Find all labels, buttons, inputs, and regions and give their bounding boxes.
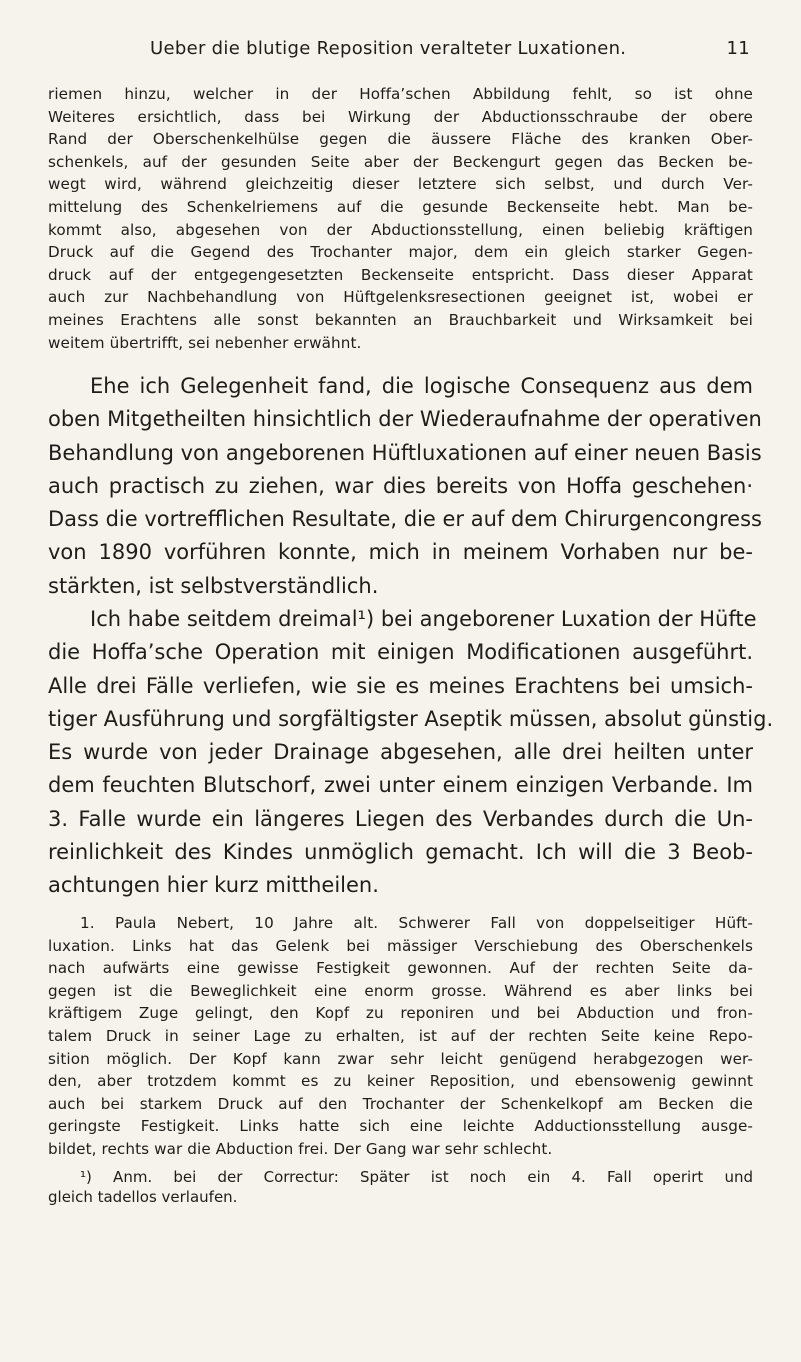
text-line: talem Druck in seiner Lage zu erhalten, ist auf der rechten Seite keine Repo- (48, 1026, 753, 1045)
text-line: Ehe ich Gelegenheit fand, die logische Consequenz aus dem (90, 374, 753, 398)
text-line: Alle drei Fälle verliefen, wie sie es meines Erachtens bei umsich- (48, 673, 753, 698)
paragraph-hoffa-precedence (48, 370, 762, 603)
text-line: druck auf der entgegengesetzten Beckenseite entspricht. Dass dieser Apparat (48, 265, 753, 284)
text-line: auch practisch zu ziehen, war dies bereits von Hoffa geschehen· (48, 473, 753, 498)
text-line: Es wurde von jeder Drainage abgesehen, alle drei heilten unter (48, 740, 753, 765)
footnote-line: gleich tadellos verlaufen. (48, 1188, 238, 1206)
text-line: den, aber trotzdem kommt es zu keiner Reposition, und ebensowenig gewinnt (48, 1072, 753, 1091)
case-report-1 (48, 912, 753, 1161)
text-line: von 1890 vorführen konnte, mich in meinem Vorhaben nur be- (48, 540, 753, 565)
text-line: Rand der Oberschenkelhülse gegen die äussere Fläche des kranken Ober- (48, 130, 753, 149)
text-line: 3. Falle wurde ein längeres Liegen des Verbandes durch die Un- (48, 806, 753, 831)
text-line: bildet, rechts war die Abduction frei. Der Gang war sehr schlecht. (48, 1139, 553, 1158)
text-line: gegen ist die Beweglichkeit eine enorm grosse. Während es aber links bei (48, 981, 753, 1000)
text-line: Behandlung von angeborenen Hüftluxationen auf einer neuen Basis (48, 440, 762, 465)
text-line: Ich habe seitdem dreimal¹) bei angeborener Luxation der Hüfte (90, 607, 757, 631)
text-line: die Hoffa’sche Operation mit einigen Modificationen ausgeführt. (48, 640, 753, 665)
footnote (48, 1167, 753, 1207)
paragraph-own-operations (48, 603, 774, 903)
text-line: Dass die vortrefflichen Resultate, die er auf dem Chirurgencongress (48, 507, 762, 532)
text-line: meines Erachtens alle sonst bekannten an Brauchbarkeit und Wirksamkeit bei (48, 310, 753, 329)
text-line: schenkels, auf der gesunden Seite aber der Beckengurt gegen das Becken be- (48, 152, 753, 171)
text-line: reinlichkeit des Kindes unmöglich gemacht. Ich will die 3 Beob- (48, 840, 753, 865)
text-line: stärkten, ist selbstverständlich. (48, 573, 379, 598)
text-line: geringste Festigkeit. Links hatte sich eine leichte Adductionsstellung ausge- (48, 1117, 753, 1136)
text-line: 1. Paula Nebert, 10 Jahre alt. Schwerer Fall von doppelseitiger Hüft- (80, 914, 753, 932)
text-line: achtungen hier kurz mittheilen. (48, 873, 379, 898)
text-line: luxation. Links hat das Gelenk bei mässiger Verschiebung des Oberschenkels (48, 936, 753, 955)
text-line: weitem übertrifft, sei nebenher erwähnt. (48, 333, 362, 352)
text-line: mittelung des Schenkelriemens auf die gesunde Beckenseite hebt. Man be- (48, 197, 753, 216)
text-line: oben Mitgetheilten hinsichtlich der Wiederaufnahme der operativen (48, 407, 762, 432)
text-line: riemen hinzu, welcher in der Hoffa’schen Abbildung fehlt, so ist ohne (48, 85, 753, 103)
text-line: dem feuchten Blutschorf, zwei unter einem einzigen Verbande. Im (48, 773, 753, 798)
text-line: Weiteres ersichtlich, dass bei Wirkung der Abductionsschraube der obere (48, 107, 753, 126)
running-head-title: Ueber die blutige Reposition veralteter Luxationen. (150, 38, 627, 59)
text-line: wegt wird, während gleichzeitig dieser letztere sich selbst, und durch Ver- (48, 175, 753, 194)
text-line: nach aufwärts eine gewisse Festigkeit gewonnen. Auf der rechten Seite da- (48, 959, 753, 978)
page-number: 11 (726, 38, 750, 59)
paragraph-apparatus (48, 83, 753, 354)
footnote-line: ¹) Anm. bei der Correctur: Später ist noch ein 4. Fall operirt und (80, 1168, 753, 1186)
text-line: kommt also, abgesehen von der Abductionsstellung, einen beliebig kräftigen (48, 220, 753, 239)
text-line: auch zur Nachbehandlung von Hüftgelenksresectionen geeignet ist, wobei er (48, 288, 753, 307)
text-line: tiger Ausführung und sorgfältigster Aseptik müssen, absolut günstig. (48, 706, 774, 731)
text-line: Druck auf die Gegend des Trochanter major, dem ein gleich starker Gegen- (48, 243, 753, 262)
text-line: sition möglich. Der Kopf kann zwar sehr leicht genügend herabgezogen wer- (48, 1049, 753, 1068)
text-line: auch bei starkem Druck auf den Trochanter der Schenkelkopf am Becken die (48, 1094, 753, 1113)
text-line: kräftigem Zuge gelingt, den Kopf zu reponiren und bei Abduction und fron- (48, 1004, 753, 1023)
